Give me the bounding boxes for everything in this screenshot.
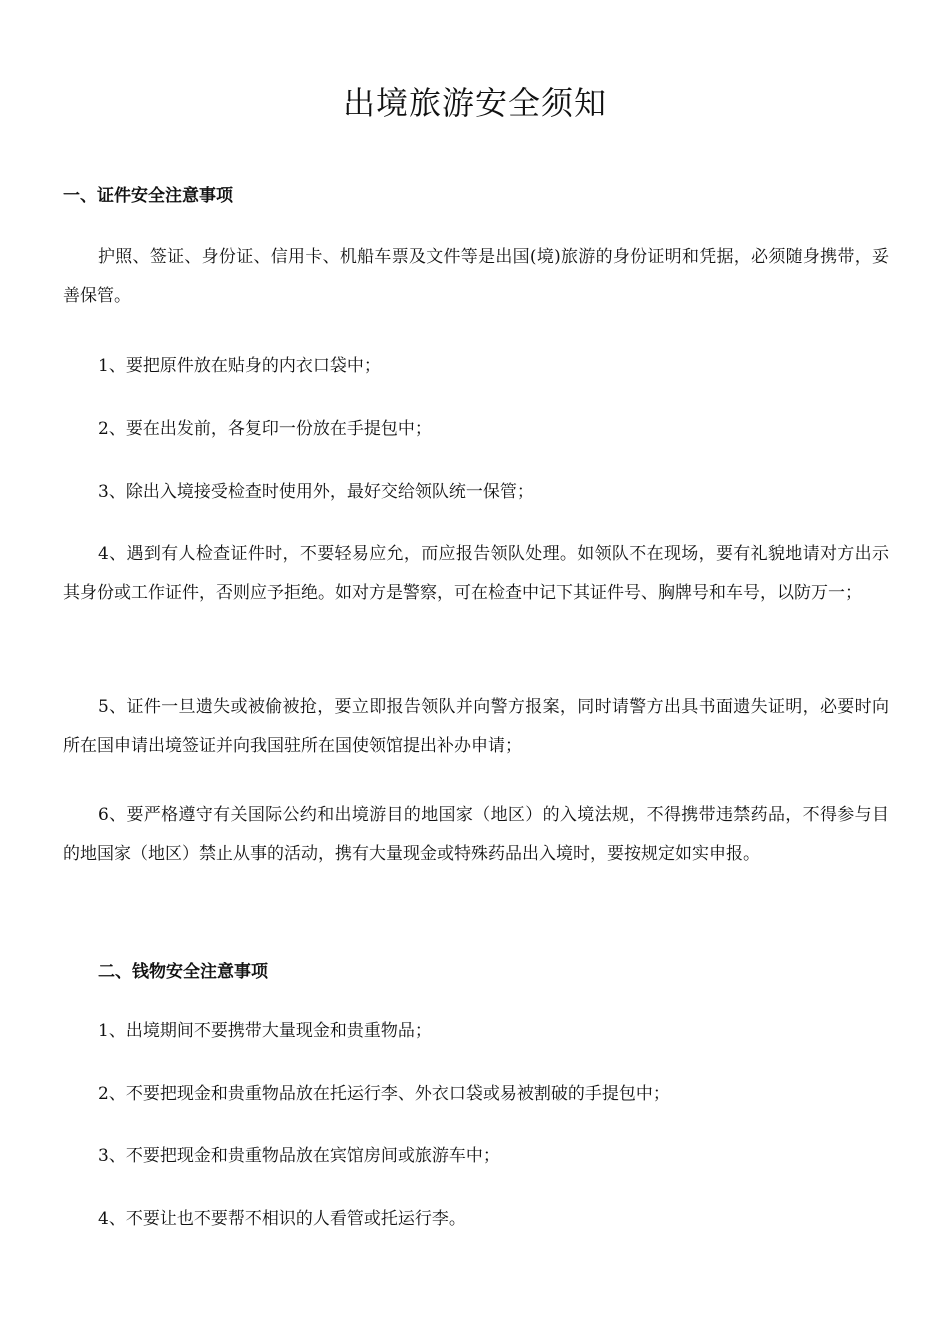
- paragraph-item-4: 4、遇到有人检查证件时，不要轻易应允，而应报告领队处理。如领队不在现场，要有礼貌地请对方出示其身份或工作证件，否则应予拒绝。如对方是警察，可在检查中记下其证件号、胸牌号和车号，以防万一；: [63, 544, 889, 603]
- paragraph-item-5: 5、证件一旦遗失或被偷被抢，要立即报告领队并向警方报案，同时请警方出具书面遗失证明，必要时向所在国申请出境签证并向我国驻所在国使领馆提出补办申请；: [63, 697, 889, 756]
- paragraph-item-1: 1、要把原件放在贴身的内衣口袋中；: [98, 356, 381, 376]
- paragraph-intro: 护照、签证、身份证、信用卡、机船车票及文件等是出国(境)旅游的身份证明和凭据，必须随身携带，妥善保管。: [63, 247, 889, 306]
- document-title: 出境旅游安全须知: [342, 84, 607, 122]
- section-heading-money: 二、钱物安全注意事项: [98, 962, 268, 982]
- paragraph-money-1: 1、出境期间不要携带大量现金和贵重物品；: [98, 1021, 432, 1041]
- paragraph-money-3: 3、不要把现金和贵重物品放在宾馆房间或旅游车中；: [98, 1146, 500, 1166]
- paragraph-money-2: 2、不要把现金和贵重物品放在托运行李、外衣口袋或易被割破的手提包中；: [98, 1084, 670, 1104]
- paragraph-item-6: 6、要严格遵守有关国际公约和出境游目的地国家（地区）的入境法规，不得携带违禁药品，不得参与目的地国家（地区）禁止从事的活动，携有大量现金或特殊药品出入境时，要按规定如实申报。: [63, 805, 889, 864]
- paragraph-item-2: 2、要在出发前，各复印一份放在手提包中；: [98, 419, 432, 439]
- paragraph-money-4: 4、不要让也不要帮不相识的人看管或托运行李。: [98, 1209, 466, 1229]
- paragraph-item-3: 3、除出入境接受检查时使用外，最好交给领队统一保管；: [98, 482, 534, 502]
- section-heading-documents: 一、证件安全注意事项: [63, 186, 233, 206]
